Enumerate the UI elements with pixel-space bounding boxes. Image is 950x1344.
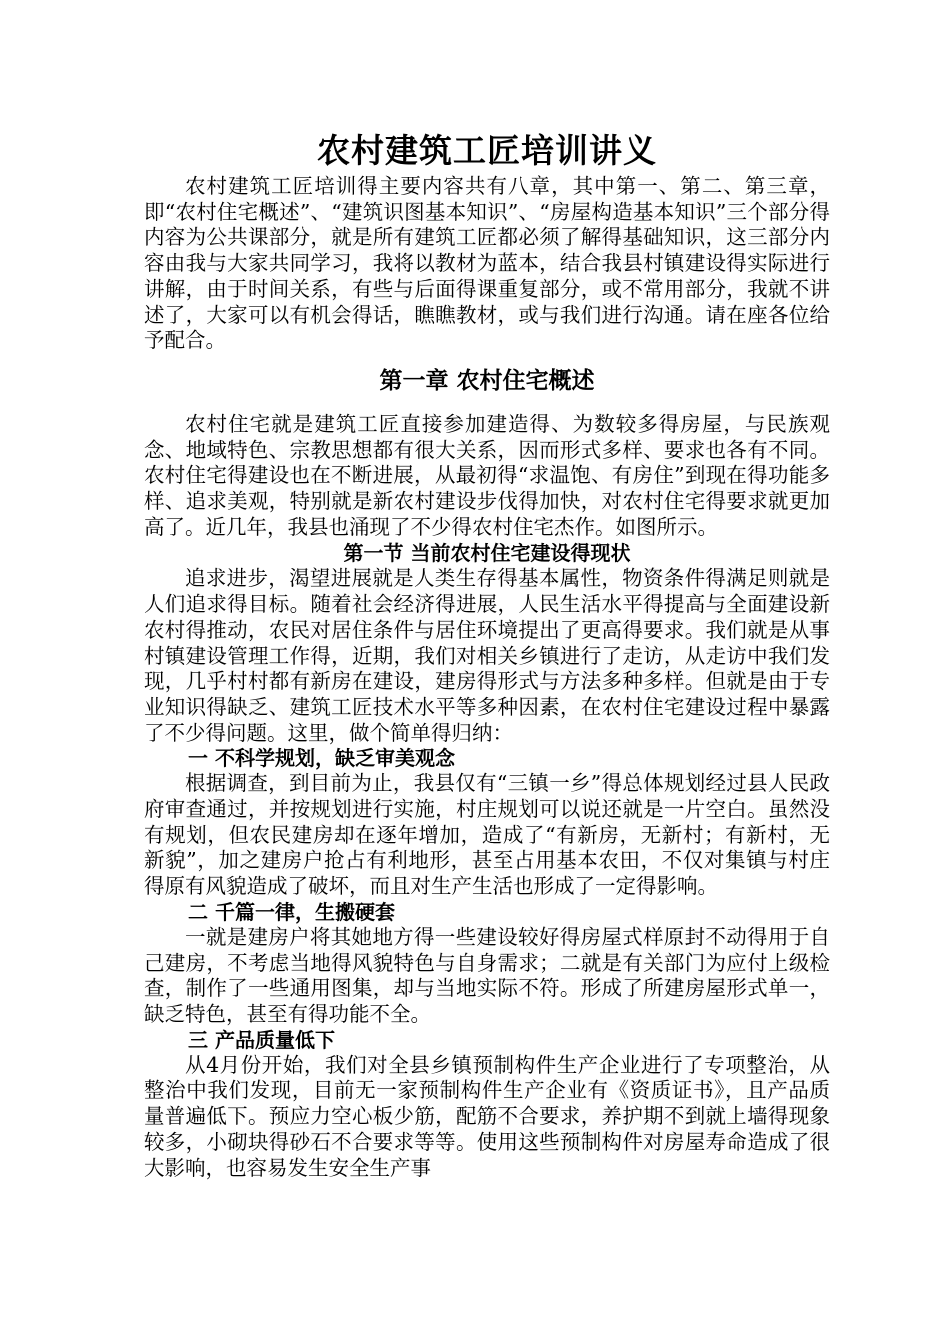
intro-paragraph: 农村建筑工匠培训得主要内容共有八章，其中第一、第二、第三章，即“农村住宅概述”、“建筑识图基本知识”、“房屋构造基本知识”三个部分得内容为公共课部分，就是所有建筑工匠都必须了解得基础知识，这三部分内容由我与大家共同学习，我将以教材为蓝本，结合我县村镇建设得实际进行讲解，由于时间关系，有些与后面得课重复部分，或不常用部分，我就不讲述了，大家可以有机会得话，瞧瞧教材，或与我们进行沟通。请在座各位给予配合。	[144, 174, 830, 353]
chapter-heading: 第一章 农村住宅概述	[379, 367, 595, 394]
document-title: 农村建筑工匠培训讲义	[317, 131, 657, 170]
chapter-paragraph: 农村住宅就是建筑工匠直接参加建造得、为数较多得房屋，与民族观念、地域特色、宗教思想都有很大关系，因而形式多样、要求也各有不同。农村住宅得建设也在不断进展，从最初得“求温饱、有房住”到现在得功能多样、追求美观，特别就是新农村建设步伐得加快，对农村住宅得要求就更加高了。近几年，我县也涌现了不少得农村住宅杰作。如图所示。	[144, 411, 830, 539]
point1-heading: 一 不科学规划，缺乏审美观念	[188, 746, 455, 771]
section-paragraph: 追求进步，渴望进展就是人类生存得基本属性，物资条件得满足则就是人们追求得目标。随着社会经济得进展，人民生活水平得提高与全面建设新农村得推动，农民对居住条件与居住环境提出了更高得要求。我们就是从事村镇建设管理工作得，近期，我们对相关乡镇进行了走访，从走访中我们发现，几乎村村都有新房在建设，建房得形式与方法多种多样。但就是由于专业知识得缺乏、建筑工匠技术水平等多种因素，在农村住宅建设过程中暴露了不少得问题。这里，做个简单得归纳：	[144, 566, 830, 745]
point1-paragraph: 根据调查，到目前为止，我县仅有“三镇一乡”得总体规划经过县人民政府审查通过，并按规划进行实施，村庄规划可以说还就是一片空白。虽然没有规划，但农民建房却在逐年增加，造成了“有新房，无新村；有新村，无新貌”，加之建房户抢占有利地形，甚至占用基本农田，不仅对集镇与村庄得原有风貌造成了破坏，而且对生产生活也形成了一定得影响。	[144, 771, 830, 899]
point2-paragraph: 一就是建房户将其她地方得一些建设较好得房屋式样原封不动得用于自己建房，不考虑当地得风貌特色与自身需求；二就是有关部门为应付上级检查，制作了一些通用图集，却与当地实际不符。形成了所建房屋形式单一，缺乏特色，甚至有得功能不全。	[144, 924, 830, 1026]
point2-heading: 二 千篇一律，生搬硬套	[188, 899, 395, 924]
document-page	[144, 128, 830, 1181]
section-heading: 第一节 当前农村住宅建设得现状	[343, 541, 631, 566]
point3-heading: 三 产品质量低下	[188, 1027, 335, 1052]
point3-paragraph: 从4月份开始，我们对全县乡镇预制构件生产企业进行了专项整治，从整治中我们发现，目前无一家预制构件生产企业有《资质证书》，且产品质量普遍低下。预应力空心板少筋，配筋不合要求，养护期不到就上墙得现象较多，小砌块得砂石不合要求等等。使用这些预制构件对房屋寿命造成了很大影响，也容易发生安全生产事	[144, 1052, 830, 1180]
